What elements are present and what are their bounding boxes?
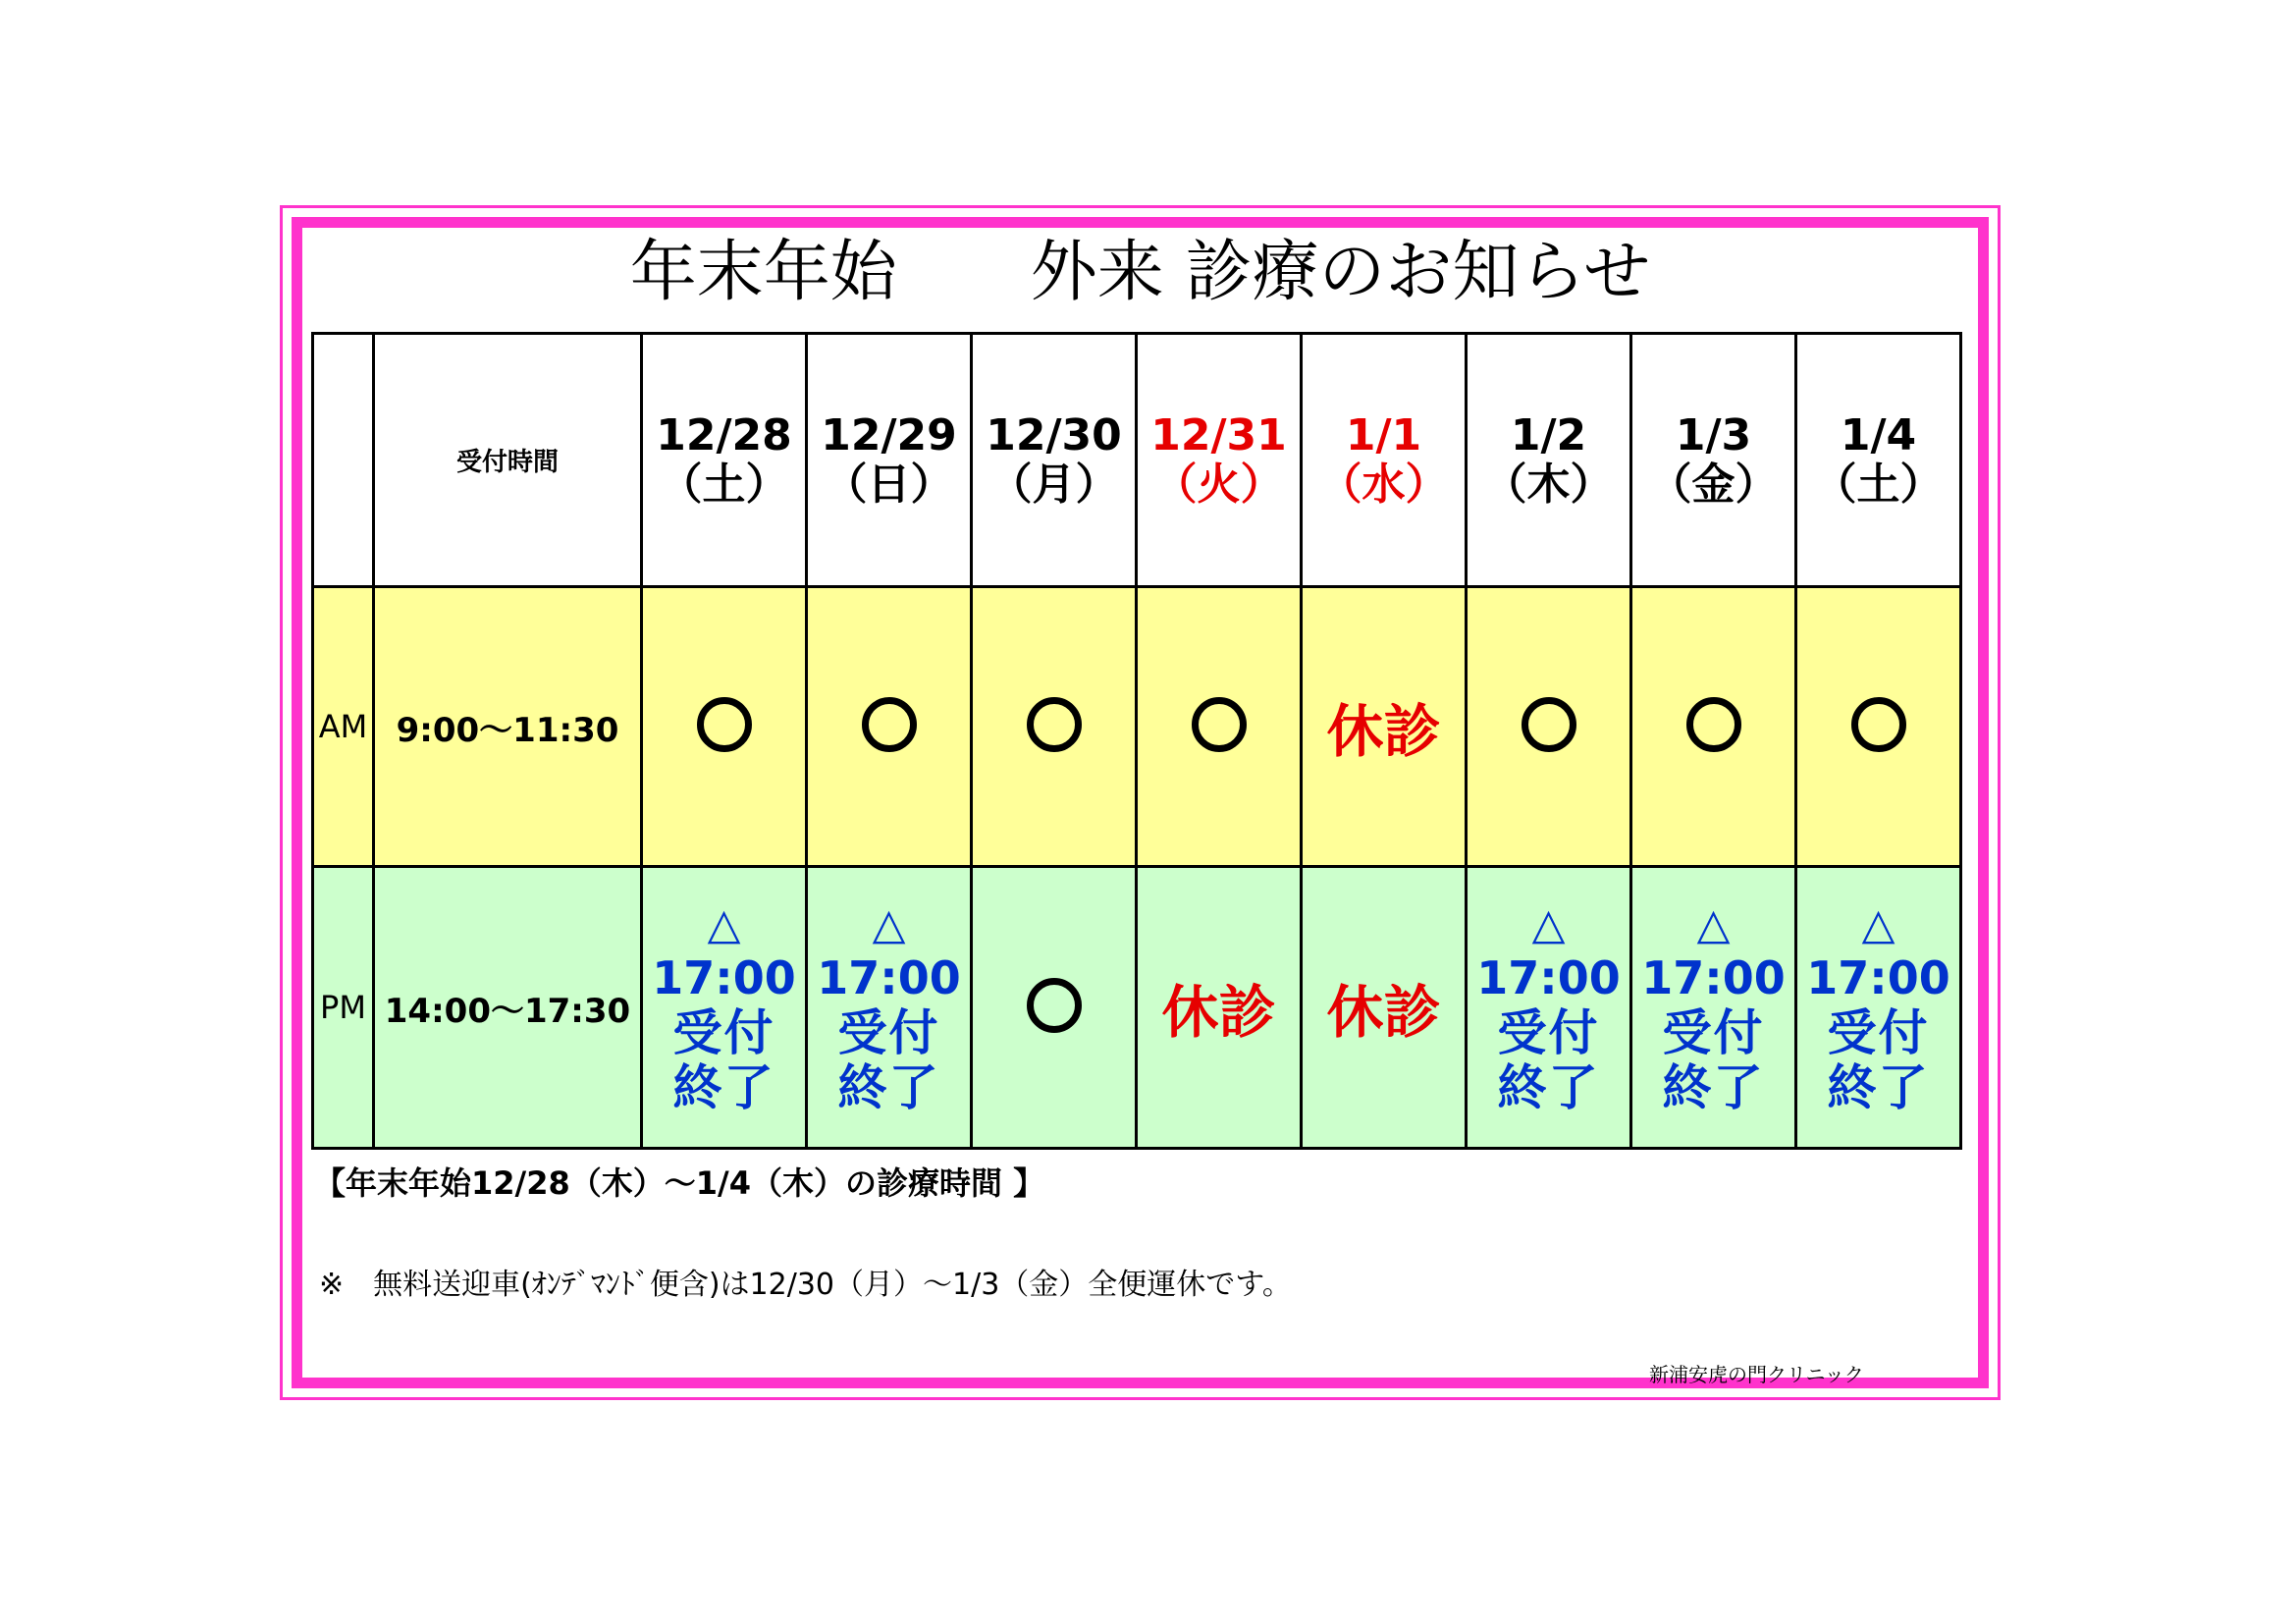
reception-end-time: 17:00	[1806, 951, 1950, 1004]
weekday-label: （土）	[659, 459, 789, 510]
time-range-cell	[374, 587, 642, 867]
open-circle-icon	[1522, 697, 1576, 752]
time-range-cell	[374, 867, 642, 1149]
period-cell	[313, 587, 374, 867]
closed-label: 休診	[1326, 979, 1441, 1046]
limited-hours-block	[643, 899, 805, 1115]
date-header-cell	[807, 334, 972, 587]
reception-end-time: 17:00	[652, 951, 796, 1004]
weekday-label: （土）	[1813, 459, 1944, 510]
hours-note-heading: 【年末年始12/28（木）～1/4（木）の診療時間 】	[314, 1164, 1045, 1202]
open-circle-icon	[1027, 978, 1082, 1033]
period-label: AM	[318, 708, 368, 745]
pm-row	[313, 867, 1961, 1149]
schedule-cell	[1467, 867, 1631, 1149]
schedule-cell	[1467, 587, 1631, 867]
reception-word: 受付	[837, 1004, 940, 1061]
schedule-cell	[1137, 587, 1302, 867]
triangle-icon: △	[872, 899, 906, 949]
triangle-icon: △	[1531, 899, 1566, 949]
schedule-cell	[807, 587, 972, 867]
open-circle-icon	[862, 697, 917, 752]
open-circle-icon	[697, 697, 752, 752]
reception-word: 受付	[672, 1004, 775, 1061]
triangle-icon: △	[707, 899, 741, 949]
closed-label: 休診	[1161, 979, 1276, 1046]
schedule-cell	[1796, 867, 1961, 1149]
notice-title: 年末年始 外来 診療のお知らせ	[629, 234, 1651, 311]
open-circle-icon	[1192, 697, 1247, 752]
date-label: 12/30	[986, 409, 1122, 460]
closed-label: 休診	[1326, 698, 1441, 765]
weekday-label: （月）	[988, 459, 1119, 510]
weekday-label: （木）	[1483, 459, 1614, 510]
triangle-icon: △	[1696, 899, 1731, 949]
triangle-icon: △	[1861, 899, 1896, 949]
weekday-label: （金）	[1648, 459, 1779, 510]
clinic-name: 新浦安虎の門クリニック	[1649, 1363, 1864, 1386]
period-cell	[313, 867, 374, 1149]
schedule-cell	[1631, 587, 1796, 867]
reception-end-time: 17:00	[1476, 951, 1621, 1004]
schedule-cell	[1631, 867, 1796, 1149]
limited-hours-block	[808, 899, 970, 1115]
end-word: 終了	[1827, 1059, 1930, 1116]
date-label: 1/3	[1675, 409, 1752, 460]
period-label: PM	[320, 989, 366, 1026]
date-label: 1/1	[1345, 409, 1422, 460]
schedule-cell	[972, 867, 1137, 1149]
limited-hours-block	[1797, 899, 1959, 1115]
schedule-cell	[1302, 587, 1467, 867]
end-word: 終了	[837, 1059, 940, 1116]
limited-hours-block	[1468, 899, 1629, 1115]
weekday-label: （水）	[1318, 459, 1449, 510]
shuttle-notice: ※ 無料送迎車(ｵﾝﾃﾞﾏﾝﾄﾞ便含)は12/30（月）～1/3（金）全便運休です。	[319, 1268, 1292, 1302]
am-row	[313, 587, 1961, 867]
date-header-cell	[1631, 334, 1796, 587]
header-row	[313, 334, 1961, 587]
weekday-label: （火）	[1153, 459, 1284, 510]
open-circle-icon	[1851, 697, 1906, 752]
date-label: 1/4	[1840, 409, 1917, 460]
schedule-cell	[972, 587, 1137, 867]
date-header-cell	[1137, 334, 1302, 587]
date-header-cell	[1796, 334, 1961, 587]
date-header-cell	[1302, 334, 1467, 587]
reception-end-time: 17:00	[817, 951, 961, 1004]
reception-time-header	[374, 334, 642, 587]
schedule-cell	[1302, 867, 1467, 1149]
reception-word: 受付	[1662, 1004, 1765, 1061]
end-word: 終了	[672, 1059, 775, 1116]
schedule-cell	[1796, 587, 1961, 867]
reception-time-label: 受付時間	[455, 448, 559, 477]
weekday-label: （日）	[824, 459, 954, 510]
date-label: 1/2	[1510, 409, 1587, 460]
time-range-label: 14:00～17:30	[384, 991, 631, 1031]
schedule-cell	[642, 587, 807, 867]
date-label: 12/29	[821, 409, 957, 460]
open-circle-icon	[1027, 697, 1082, 752]
date-header-cell	[1467, 334, 1631, 587]
reception-word: 受付	[1497, 1004, 1600, 1061]
date-label: 12/31	[1150, 409, 1287, 460]
time-range-label: 9:00～11:30	[396, 710, 619, 750]
limited-hours-block	[1632, 899, 1794, 1115]
open-circle-icon	[1686, 697, 1741, 752]
date-header-cell	[642, 334, 807, 587]
schedule-table	[311, 332, 1962, 1150]
reception-end-time: 17:00	[1641, 951, 1786, 1004]
end-word: 終了	[1497, 1059, 1600, 1116]
schedule-cell	[642, 867, 807, 1149]
header-empty-cell	[313, 334, 374, 587]
schedule-cell	[807, 867, 972, 1149]
schedule-cell	[1137, 867, 1302, 1149]
reception-word: 受付	[1827, 1004, 1930, 1061]
end-word: 終了	[1662, 1059, 1765, 1116]
date-header-cell	[972, 334, 1137, 587]
date-label: 12/28	[656, 409, 792, 460]
